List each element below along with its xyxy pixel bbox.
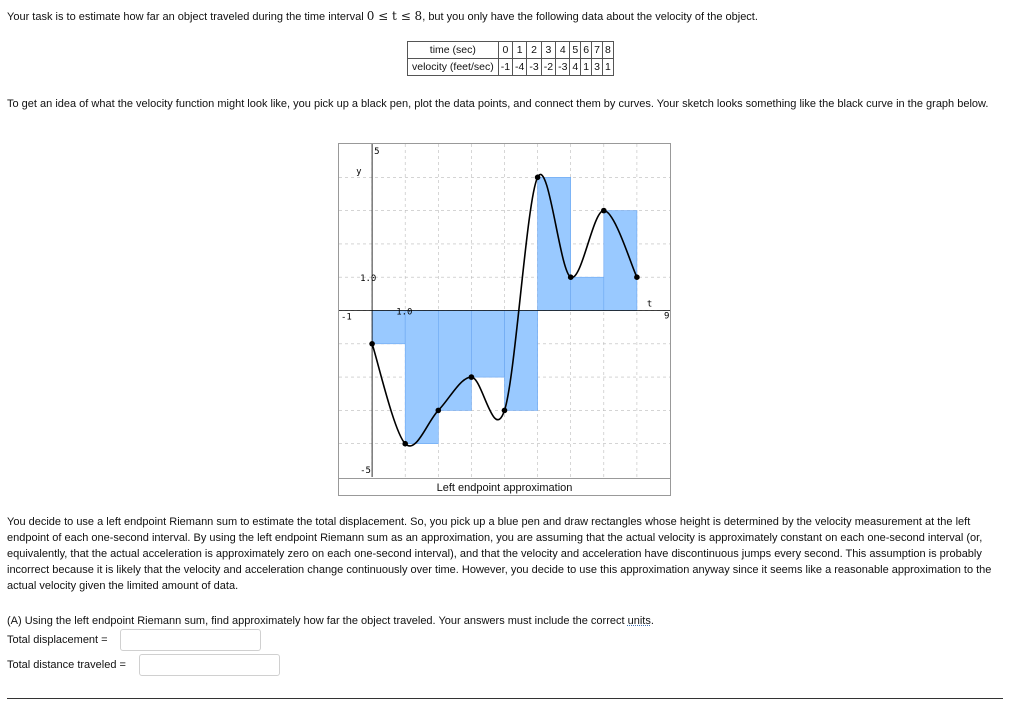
velocity-cell: 1	[581, 59, 592, 76]
data-point	[568, 274, 574, 280]
data-point	[369, 341, 375, 347]
x-tick-one: 1.0	[396, 307, 413, 318]
velocity-cell: -1	[498, 59, 512, 76]
velocity-cell: 4	[570, 59, 581, 76]
riemann-rectangle	[538, 177, 571, 310]
data-point	[469, 374, 475, 380]
y-tick-one: 1.0	[360, 274, 377, 285]
time-cell: 0	[498, 42, 512, 59]
distance-label: Total distance traveled =	[7, 659, 126, 671]
time-cell: 3	[541, 42, 555, 59]
velocity-table	[407, 41, 614, 76]
t-axis-label: t	[646, 299, 653, 310]
intro-text: Your task is to estimate how far an object traveled during the time interval	[7, 11, 364, 23]
time-cell: 6	[581, 42, 592, 59]
velocity-cell: -3	[527, 59, 541, 76]
riemann-rectangle	[571, 277, 604, 310]
riemann-rectangle	[505, 311, 538, 411]
x-tick-right: 9	[664, 311, 670, 322]
intro-paragraph	[7, 8, 1007, 25]
data-point	[601, 208, 607, 214]
riemann-rectangle	[471, 311, 504, 378]
data-point	[402, 441, 408, 447]
riemann-rectangle	[438, 311, 471, 411]
intro-text-after: , but you only have the following data about the velocity of the object.	[422, 11, 758, 23]
y-tick-bottom: -5	[360, 466, 371, 476]
time-header: time (sec)	[408, 42, 499, 59]
x-tick-left: -1	[341, 312, 352, 323]
y-axis-label: y	[356, 167, 362, 177]
velocity-row	[408, 59, 614, 76]
velocity-cell: -2	[541, 59, 555, 76]
riemann-paragraph: You decide to use a left endpoint Riemann sum to estimate the total displacement. So, you pick up a blue pen and draw rectangles whose height is determined by the velocity measurement at the left endpoint of each one-second interval. By using the left endpoint Riemann sum as an approximation, you are assuming that the actual velocity is approximately constant on each one-second interval (or, equivalently, that the actual acceleration is approximately zero on each one-second interval), and that the velocity and acceleration have discontinuous jumps every second. This assumption is probably incorrect because it is likely that the velocity and acceleration change continuously over time. However, you decide to use this approximation anyway since it seems like a reasonable approximation to the actual velocity given the limited amount of data.	[7, 516, 992, 592]
time-cell: 1	[513, 42, 527, 59]
y-tick-top: 5	[374, 147, 380, 157]
data-point	[535, 175, 541, 181]
data-point	[502, 408, 508, 414]
displacement-label: Total displacement =	[7, 634, 108, 646]
sketch-paragraph: To get an idea of what the velocity function might look like, you pick up a black pen, plot the data points, and connect them by curves. Your sketch looks something like the black curve in the graph below.	[7, 98, 989, 110]
distance-input[interactable]	[139, 654, 280, 676]
riemann-rectangle	[604, 211, 637, 311]
time-cell: 5	[570, 42, 581, 59]
velocity-cell: -4	[513, 59, 527, 76]
data-point	[436, 408, 442, 414]
time-cell: 4	[556, 42, 570, 59]
velocity-graph	[339, 144, 670, 477]
displacement-input[interactable]	[120, 629, 261, 651]
time-cell: 8	[602, 42, 613, 59]
question-period: .	[650, 615, 654, 627]
velocity-header: velocity (feet/sec)	[408, 59, 499, 76]
question-prompt	[7, 613, 654, 629]
time-cell: 2	[527, 42, 541, 59]
units-link[interactable]: units	[627, 615, 651, 627]
riemann-rectangle	[405, 311, 438, 444]
data-point	[634, 274, 640, 280]
time-cell: 7	[592, 42, 603, 59]
velocity-cell: -3	[556, 59, 570, 76]
interval-math: 0 ≤ t ≤ 8	[366, 9, 423, 23]
question-text: (A) Using the left endpoint Riemann sum, find approximately how far the object traveled. Your answers must include the correct	[7, 615, 625, 627]
graph-caption: Left endpoint approximation	[338, 478, 671, 497]
velocity-cell: 3	[592, 59, 603, 76]
time-row	[408, 42, 614, 59]
velocity-cell: 1	[602, 59, 613, 76]
bottom-divider	[7, 698, 1003, 699]
